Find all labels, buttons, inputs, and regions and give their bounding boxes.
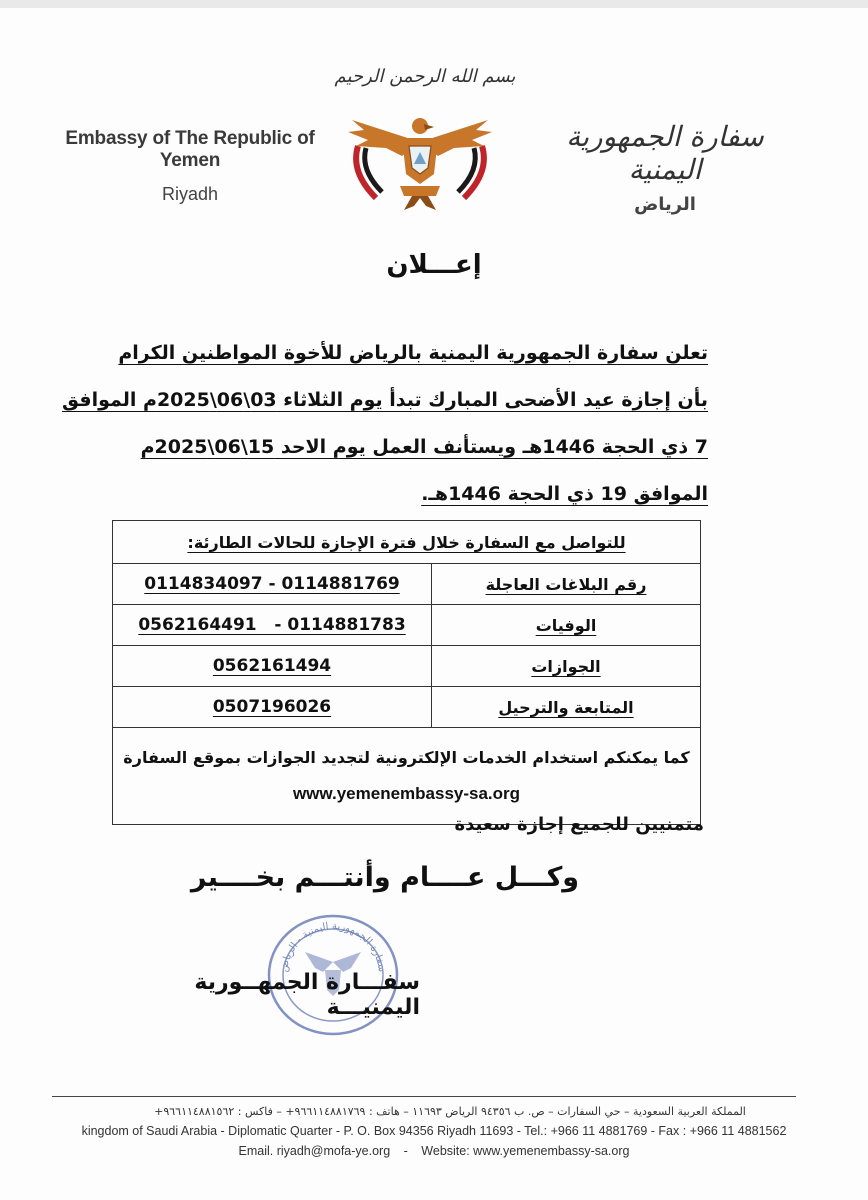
greeting-text: وكـــل عــــام وأنتـــم بخــــير — [190, 862, 580, 893]
stamp-text: سفارة الجمهورية اليمنية - الرياض — [278, 920, 388, 973]
footer-divider — [52, 1096, 796, 1097]
table-row — [113, 687, 701, 728]
wishes-text: متمنيين للجميع إجازة سعيدة — [454, 814, 704, 835]
footer-email-link[interactable]: Email. riyadh@mofa-ye.org — [238, 1144, 391, 1158]
contact-label: رقم البلاغات العاجلة — [432, 564, 701, 605]
body-line: تعلن سفارة الجمهورية اليمنية بالرياض للأخوة المواطنين الكرام — [118, 342, 708, 364]
footer-address-ar: المملكة العربية السعودية – حي السفارات – ص. ب ٩٤٣٥٦ الرياض ١١٦٩٣ – هاتف : ٩٦٦١١٤٨٨١٧٦٩+ – فاكس : ٩٦٦١١٤٨٨١٥٦٢+ — [154, 1105, 746, 1118]
contacts-heading: للتواصل مع السفارة خلال فترة الإجازة للحالات الطارئة: — [113, 521, 701, 564]
footer-contact — [40, 1144, 828, 1158]
contact-label: المتابعة والترحيل — [432, 687, 701, 728]
footer-website-link[interactable]: Website: www.yemenembassy-sa.org — [421, 1144, 630, 1158]
table-row — [113, 605, 701, 646]
yemen-emblem-icon — [342, 112, 498, 212]
announcement-title: إعـــلان — [386, 250, 482, 280]
table-row — [113, 564, 701, 605]
footer-address-en: kingdom of Saudi Arabia - Diplomatic Quarter - P. O. Box 94356 Riyadh 11693 - Tel.: +966 11 4881769 - Fax : +966 11 4881562 — [81, 1124, 787, 1138]
footer-separator: - — [403, 1144, 408, 1158]
basmala: بسم الله الرحمن الرحيم — [334, 66, 516, 87]
contact-number: 0507196026 — [113, 687, 432, 728]
embassy-name-ar: سفارة الجمهورية اليمنية — [566, 120, 764, 186]
contact-label: الوفيات — [432, 605, 701, 646]
embassy-name-en: Embassy of The Republic of Yemen — [65, 128, 315, 171]
eservices-cell — [113, 728, 701, 825]
embassy-website-link[interactable]: www.yemenembassy-sa.org — [292, 784, 521, 803]
contact-number: 0562164491 - 0114881783 — [113, 605, 432, 646]
body-line: الموافق 19 ذي الحجة 1446هـ. — [421, 483, 708, 505]
contact-label: الجوازات — [432, 646, 701, 687]
contact-number: 0114834097 - 0114881769 — [113, 564, 432, 605]
body-line: 7 ذي الحجة 1446هـ ويستأنف العمل يوم الاحد 15\06\2025م — [140, 436, 708, 458]
embassy-city-en: Riyadh — [161, 184, 219, 204]
contacts-table — [112, 520, 701, 825]
header-english — [40, 128, 340, 205]
table-row — [113, 521, 701, 564]
body-line: بأن إجازة عيد الأضحى المبارك تبدأ يوم الثلاثاء 03\06\2025م الموافق — [62, 389, 708, 411]
header-arabic — [530, 120, 800, 215]
top-band — [0, 0, 868, 8]
announcement-body — [62, 330, 708, 518]
table-row — [113, 646, 701, 687]
embassy-city-ar: الرياض — [634, 194, 696, 215]
signature-line: سفـــارة الجمهــورية اليمنيـــة — [194, 970, 420, 1020]
contact-number: 0562161494 — [113, 646, 432, 687]
eservices-text: كما يمكنكم استخدام الخدمات الإلكترونية لتجديد الجوازات بموقع السفارة — [123, 748, 690, 767]
table-row — [113, 728, 701, 825]
